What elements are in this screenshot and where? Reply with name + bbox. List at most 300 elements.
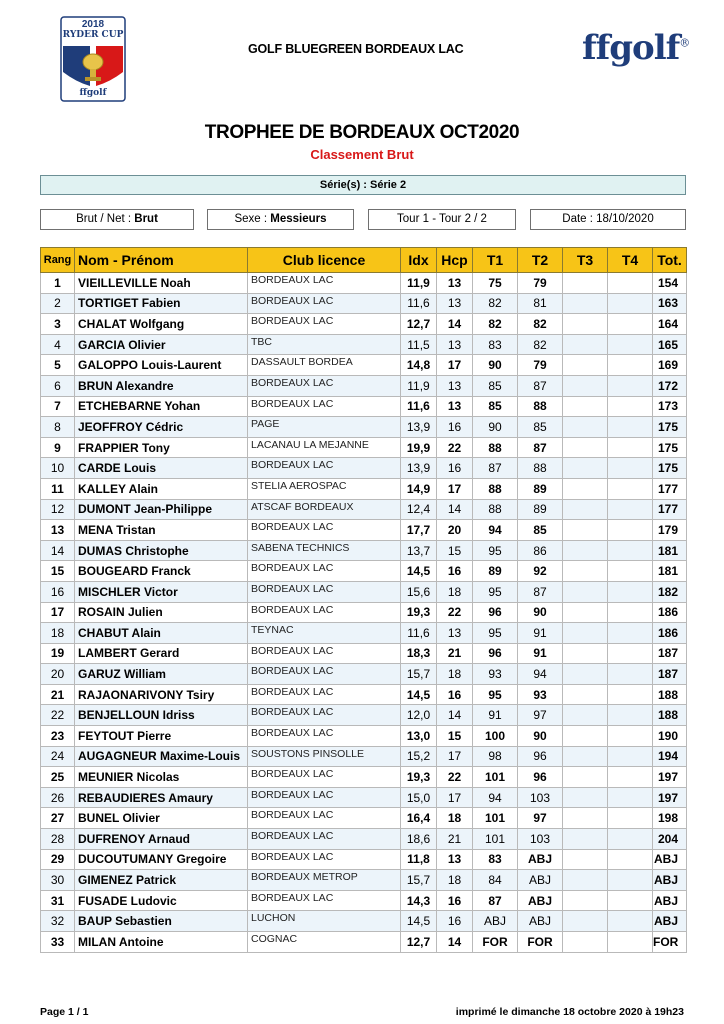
cell-hcp: 17 — [437, 746, 473, 767]
cell-name: RAJAONARIVONY Tsiry — [75, 684, 248, 705]
cell-hcp: 22 — [437, 602, 473, 623]
cell-club: PAGE — [248, 417, 401, 438]
cell-t3 — [563, 849, 608, 870]
table-row — [41, 334, 687, 355]
cell-t2: 103 — [518, 787, 563, 808]
cell-name: REBAUDIERES Amaury — [75, 787, 248, 808]
cell-t1: 90 — [473, 355, 518, 376]
cell-name: CARDE Louis — [75, 458, 248, 479]
cell-hcp: 15 — [437, 540, 473, 561]
table-row — [41, 726, 687, 747]
cell-hcp: 18 — [437, 664, 473, 685]
table-row — [41, 396, 687, 417]
cell-rang: 11 — [41, 478, 75, 499]
cell-hcp: 13 — [437, 334, 473, 355]
cell-rang: 27 — [41, 808, 75, 829]
cell-name: ETCHEBARNE Yohan — [75, 396, 248, 417]
cell-name: DUFRENOY Arnaud — [75, 829, 248, 850]
cell-tot: 154 — [653, 273, 687, 294]
cell-t3 — [563, 375, 608, 396]
cell-club: BORDEAUX LAC — [248, 787, 401, 808]
cell-t2: 89 — [518, 499, 563, 520]
cell-t1: 98 — [473, 746, 518, 767]
cell-hcp: 13 — [437, 849, 473, 870]
cell-rang: 17 — [41, 602, 75, 623]
cell-rang: 22 — [41, 705, 75, 726]
cell-rang: 19 — [41, 643, 75, 664]
cell-tot: 173 — [653, 396, 687, 417]
cell-t3 — [563, 787, 608, 808]
table-row — [41, 602, 687, 623]
table-row — [41, 623, 687, 644]
cell-club: BORDEAUX LAC — [248, 643, 401, 664]
cell-t4 — [608, 396, 653, 417]
cell-t2: 97 — [518, 808, 563, 829]
cell-club: BORDEAUX LAC — [248, 375, 401, 396]
cell-t1: 87 — [473, 458, 518, 479]
table-row — [41, 890, 687, 911]
cell-club: BORDEAUX LAC — [248, 561, 401, 582]
cell-t2: 89 — [518, 478, 563, 499]
cell-t2: 82 — [518, 314, 563, 335]
cell-rang: 25 — [41, 767, 75, 788]
cell-club: SOUSTONS PINSOLLE — [248, 746, 401, 767]
cell-t2: ABJ — [518, 911, 563, 932]
cell-t2: 96 — [518, 767, 563, 788]
cell-rang: 21 — [41, 684, 75, 705]
cell-t3 — [563, 293, 608, 314]
cell-t3 — [563, 767, 608, 788]
cell-idx: 11,6 — [401, 623, 437, 644]
cell-t3 — [563, 932, 608, 953]
cell-t1: 95 — [473, 623, 518, 644]
cell-t2: 87 — [518, 437, 563, 458]
results-body — [41, 273, 687, 953]
cell-t1: ABJ — [473, 911, 518, 932]
cell-tot: 190 — [653, 726, 687, 747]
table-row — [41, 355, 687, 376]
cell-idx: 14,3 — [401, 890, 437, 911]
cell-t1: 88 — [473, 499, 518, 520]
cell-t4 — [608, 273, 653, 294]
ffgolf-logo — [582, 28, 689, 68]
cell-t4 — [608, 602, 653, 623]
table-row — [41, 767, 687, 788]
cell-t3 — [563, 520, 608, 541]
cell-club: BORDEAUX LAC — [248, 520, 401, 541]
cell-t2: 81 — [518, 293, 563, 314]
cell-tot: 165 — [653, 334, 687, 355]
cell-hcp: 13 — [437, 293, 473, 314]
cell-t1: 94 — [473, 520, 518, 541]
cell-name: CHALAT Wolfgang — [75, 314, 248, 335]
cell-name: FRAPPIER Tony — [75, 437, 248, 458]
cell-t3 — [563, 808, 608, 829]
cell-t2: 88 — [518, 396, 563, 417]
cell-name: GARCIA Olivier — [75, 334, 248, 355]
cell-tot: ABJ — [653, 911, 687, 932]
table-row — [41, 684, 687, 705]
cell-t1: 83 — [473, 849, 518, 870]
cell-name: DUMAS Christophe — [75, 540, 248, 561]
brut-net-label: Brut / Net : — [76, 213, 132, 225]
cell-t3 — [563, 684, 608, 705]
cell-t2: 87 — [518, 581, 563, 602]
cell-t4 — [608, 684, 653, 705]
cell-hcp: 14 — [437, 932, 473, 953]
cell-t1: 100 — [473, 726, 518, 747]
col-header-hcp: Hcp — [437, 248, 473, 273]
cell-t4 — [608, 417, 653, 438]
cell-t4 — [608, 829, 653, 850]
cell-hcp: 17 — [437, 478, 473, 499]
col-header-tot: Tot. — [653, 248, 687, 273]
cell-hcp: 16 — [437, 890, 473, 911]
table-row — [41, 437, 687, 458]
cell-t2: ABJ — [518, 849, 563, 870]
cell-tot: 179 — [653, 520, 687, 541]
cell-t1: 101 — [473, 829, 518, 850]
cell-name: MEUNIER Nicolas — [75, 767, 248, 788]
col-header-name: Nom - Prénom — [75, 248, 248, 273]
cell-t2: ABJ — [518, 890, 563, 911]
cell-rang: 1 — [41, 273, 75, 294]
cell-tot: 175 — [653, 437, 687, 458]
cell-name: ROSAIN Julien — [75, 602, 248, 623]
cell-name: CHABUT Alain — [75, 623, 248, 644]
table-row — [41, 746, 687, 767]
cell-hcp: 16 — [437, 561, 473, 582]
brut-net-box — [40, 209, 194, 230]
table-row — [41, 787, 687, 808]
cell-t4 — [608, 561, 653, 582]
cell-club: BORDEAUX LAC — [248, 273, 401, 294]
cell-idx: 12,4 — [401, 499, 437, 520]
cell-rang: 28 — [41, 829, 75, 850]
cell-tot: 182 — [653, 581, 687, 602]
cell-club: BORDEAUX LAC — [248, 726, 401, 747]
cell-idx: 19,3 — [401, 767, 437, 788]
cell-t2: 85 — [518, 417, 563, 438]
cell-t4 — [608, 540, 653, 561]
table-row — [41, 664, 687, 685]
cell-idx: 15,2 — [401, 746, 437, 767]
cell-tot: 163 — [653, 293, 687, 314]
cell-t4 — [608, 355, 653, 376]
cell-rang: 14 — [41, 540, 75, 561]
cell-t3 — [563, 602, 608, 623]
cell-t3 — [563, 664, 608, 685]
document-title: TROPHEE DE BORDEAUX OCT2020 — [204, 122, 520, 143]
cell-club: BORDEAUX METROP — [248, 870, 401, 891]
cell-name: BAUP Sebastien — [75, 911, 248, 932]
cell-hcp: 14 — [437, 314, 473, 335]
cell-t1: 95 — [473, 540, 518, 561]
cell-tot: 181 — [653, 540, 687, 561]
cell-hcp: 14 — [437, 499, 473, 520]
cell-hcp: 18 — [437, 870, 473, 891]
cell-hcp: 16 — [437, 458, 473, 479]
cell-idx: 17,7 — [401, 520, 437, 541]
cell-club: BORDEAUX LAC — [248, 808, 401, 829]
cell-t2: 94 — [518, 664, 563, 685]
cell-club: TEYNAC — [248, 623, 401, 644]
cell-idx: 11,6 — [401, 293, 437, 314]
cell-name: BENJELLOUN Idriss — [75, 705, 248, 726]
series-bar: Série(s) : Série 2 — [40, 175, 686, 195]
document-subtitle: Classement Brut — [310, 147, 414, 162]
cell-tot: 194 — [653, 746, 687, 767]
cell-t2: FOR — [518, 932, 563, 953]
table-row — [41, 870, 687, 891]
cell-rang: 2 — [41, 293, 75, 314]
cell-name: MILAN Antoine — [75, 932, 248, 953]
cell-hcp: 18 — [437, 808, 473, 829]
cell-t4 — [608, 437, 653, 458]
cell-hcp: 21 — [437, 829, 473, 850]
cell-rang: 15 — [41, 561, 75, 582]
cell-rang: 13 — [41, 520, 75, 541]
cell-idx: 15,7 — [401, 870, 437, 891]
cell-club: BORDEAUX LAC — [248, 458, 401, 479]
cell-club: DASSAULT BORDEA — [248, 355, 401, 376]
ryder-logo-year: 2018 — [81, 19, 105, 30]
cell-tot: 187 — [653, 664, 687, 685]
cell-t1: 89 — [473, 561, 518, 582]
cell-hcp: 13 — [437, 273, 473, 294]
cell-t4 — [608, 314, 653, 335]
cell-club: BORDEAUX LAC — [248, 705, 401, 726]
cell-name: DUMONT Jean-Philippe — [75, 499, 248, 520]
date-box: Date : 18/10/2020 — [530, 209, 686, 230]
brut-net-value: Brut — [134, 213, 158, 225]
cell-idx: 14,5 — [401, 684, 437, 705]
cell-name: JEOFFROY Cédric — [75, 417, 248, 438]
col-header-t4: T4 — [608, 248, 653, 273]
cell-idx: 12,0 — [401, 705, 437, 726]
cell-tot: FOR — [653, 932, 687, 953]
cell-t2: 79 — [518, 273, 563, 294]
cell-t4 — [608, 746, 653, 767]
cell-t4 — [608, 767, 653, 788]
cell-rang: 31 — [41, 890, 75, 911]
cell-t1: 91 — [473, 705, 518, 726]
cell-t4 — [608, 643, 653, 664]
cell-t3 — [563, 458, 608, 479]
cell-t1: 88 — [473, 437, 518, 458]
cell-idx: 18,3 — [401, 643, 437, 664]
cell-t1: 82 — [473, 314, 518, 335]
cell-club: BORDEAUX LAC — [248, 890, 401, 911]
cell-idx: 16,4 — [401, 808, 437, 829]
cell-t4 — [608, 705, 653, 726]
cell-t3 — [563, 314, 608, 335]
cell-tot: ABJ — [653, 870, 687, 891]
results-table — [40, 247, 687, 953]
col-header-t2: T2 — [518, 248, 563, 273]
cell-t2: ABJ — [518, 870, 563, 891]
cell-t3 — [563, 417, 608, 438]
cell-name: VIEILLEVILLE Noah — [75, 273, 248, 294]
cell-t4 — [608, 849, 653, 870]
col-header-t1: T1 — [473, 248, 518, 273]
cell-rang: 18 — [41, 623, 75, 644]
cell-t4 — [608, 787, 653, 808]
cell-t1: 95 — [473, 684, 518, 705]
cell-t4 — [608, 334, 653, 355]
cell-t1: FOR — [473, 932, 518, 953]
cell-rang: 12 — [41, 499, 75, 520]
col-header-rang: Rang — [41, 248, 75, 273]
cell-club: COGNAC — [248, 932, 401, 953]
cell-tot: 172 — [653, 375, 687, 396]
cell-hcp: 17 — [437, 355, 473, 376]
cell-t4 — [608, 458, 653, 479]
cell-club: SABENA TECHNICS — [248, 540, 401, 561]
cell-hcp: 16 — [437, 684, 473, 705]
cell-tot: ABJ — [653, 890, 687, 911]
col-header-t3: T3 — [563, 248, 608, 273]
cell-name: DUCOUTUMANY Gregoire — [75, 849, 248, 870]
cell-t1: 93 — [473, 664, 518, 685]
table-row — [41, 561, 687, 582]
cell-t4 — [608, 623, 653, 644]
cell-rang: 30 — [41, 870, 75, 891]
cell-t4 — [608, 932, 653, 953]
cell-hcp: 22 — [437, 767, 473, 788]
table-row — [41, 293, 687, 314]
ryder-logo-brand: ffgolf — [79, 88, 107, 98]
cell-t3 — [563, 705, 608, 726]
cell-club: BORDEAUX LAC — [248, 849, 401, 870]
cell-idx: 15,6 — [401, 581, 437, 602]
cell-idx: 11,9 — [401, 273, 437, 294]
cell-hcp: 13 — [437, 623, 473, 644]
cell-idx: 12,7 — [401, 932, 437, 953]
cell-club: BORDEAUX LAC — [248, 581, 401, 602]
cell-rang: 10 — [41, 458, 75, 479]
cell-rang: 29 — [41, 849, 75, 870]
cell-club: BORDEAUX LAC — [248, 602, 401, 623]
cell-rang: 24 — [41, 746, 75, 767]
table-row — [41, 581, 687, 602]
cell-idx: 13,7 — [401, 540, 437, 561]
cell-idx: 14,8 — [401, 355, 437, 376]
cell-t2: 103 — [518, 829, 563, 850]
cell-tot: 164 — [653, 314, 687, 335]
table-row — [41, 829, 687, 850]
cell-t4 — [608, 375, 653, 396]
cell-hcp: 17 — [437, 787, 473, 808]
cell-idx: 14,5 — [401, 561, 437, 582]
table-row — [41, 273, 687, 294]
cell-rang: 16 — [41, 581, 75, 602]
cell-t1: 96 — [473, 602, 518, 623]
cell-t3 — [563, 478, 608, 499]
cell-t2: 79 — [518, 355, 563, 376]
cell-club: BORDEAUX LAC — [248, 664, 401, 685]
cell-idx: 13,0 — [401, 726, 437, 747]
cell-t1: 83 — [473, 334, 518, 355]
print-timestamp: imprimé le dimanche 18 octobre 2020 à 19h23 — [455, 1006, 684, 1018]
cell-t2: 97 — [518, 705, 563, 726]
cell-rang: 33 — [41, 932, 75, 953]
cell-t3 — [563, 870, 608, 891]
table-row — [41, 314, 687, 335]
cell-tot: 197 — [653, 787, 687, 808]
cell-t1: 101 — [473, 808, 518, 829]
cell-idx: 18,6 — [401, 829, 437, 850]
cell-t4 — [608, 870, 653, 891]
cell-idx: 11,6 — [401, 396, 437, 417]
table-row — [41, 540, 687, 561]
cell-club: BORDEAUX LAC — [248, 684, 401, 705]
cell-rang: 3 — [41, 314, 75, 335]
table-row — [41, 458, 687, 479]
cell-hcp: 22 — [437, 437, 473, 458]
cell-hcp: 20 — [437, 520, 473, 541]
cell-hcp: 14 — [437, 705, 473, 726]
club-name: GOLF BLUEGREEN BORDEAUX LAC — [248, 42, 464, 56]
cell-t4 — [608, 520, 653, 541]
cell-club: BORDEAUX LAC — [248, 396, 401, 417]
cell-tot: 186 — [653, 602, 687, 623]
cell-t4 — [608, 581, 653, 602]
cell-t2: 91 — [518, 623, 563, 644]
cell-idx: 14,9 — [401, 478, 437, 499]
sexe-label: Sexe : — [234, 213, 268, 225]
cell-name: GIMENEZ Patrick — [75, 870, 248, 891]
cell-rang: 32 — [41, 911, 75, 932]
cell-tot: 197 — [653, 767, 687, 788]
cell-hcp: 13 — [437, 375, 473, 396]
cell-t3 — [563, 355, 608, 376]
cell-t4 — [608, 664, 653, 685]
cell-hcp: 21 — [437, 643, 473, 664]
cell-idx: 14,5 — [401, 911, 437, 932]
cell-t3 — [563, 911, 608, 932]
cell-t3 — [563, 334, 608, 355]
cell-t3 — [563, 829, 608, 850]
table-row — [41, 932, 687, 953]
ryder-cup-logo — [60, 16, 126, 102]
cell-rang: 20 — [41, 664, 75, 685]
table-row — [41, 808, 687, 829]
cell-idx: 11,8 — [401, 849, 437, 870]
cell-t1: 75 — [473, 273, 518, 294]
cell-tot: 186 — [653, 623, 687, 644]
cell-idx: 15,0 — [401, 787, 437, 808]
cell-hcp: 16 — [437, 417, 473, 438]
cell-idx: 13,9 — [401, 458, 437, 479]
table-row — [41, 375, 687, 396]
cell-idx: 15,7 — [401, 664, 437, 685]
cell-t3 — [563, 726, 608, 747]
cell-tot: 177 — [653, 478, 687, 499]
cell-t3 — [563, 273, 608, 294]
page-number: Page 1 / 1 — [40, 1006, 89, 1018]
cell-club: ATSCAF BORDEAUX — [248, 499, 401, 520]
cell-idx: 11,9 — [401, 375, 437, 396]
cell-t2: 96 — [518, 746, 563, 767]
cell-club: LUCHON — [248, 911, 401, 932]
cell-t4 — [608, 499, 653, 520]
cell-idx: 13,9 — [401, 417, 437, 438]
cell-idx: 12,7 — [401, 314, 437, 335]
cell-tot: 181 — [653, 561, 687, 582]
cell-t3 — [563, 561, 608, 582]
cell-rang: 4 — [41, 334, 75, 355]
